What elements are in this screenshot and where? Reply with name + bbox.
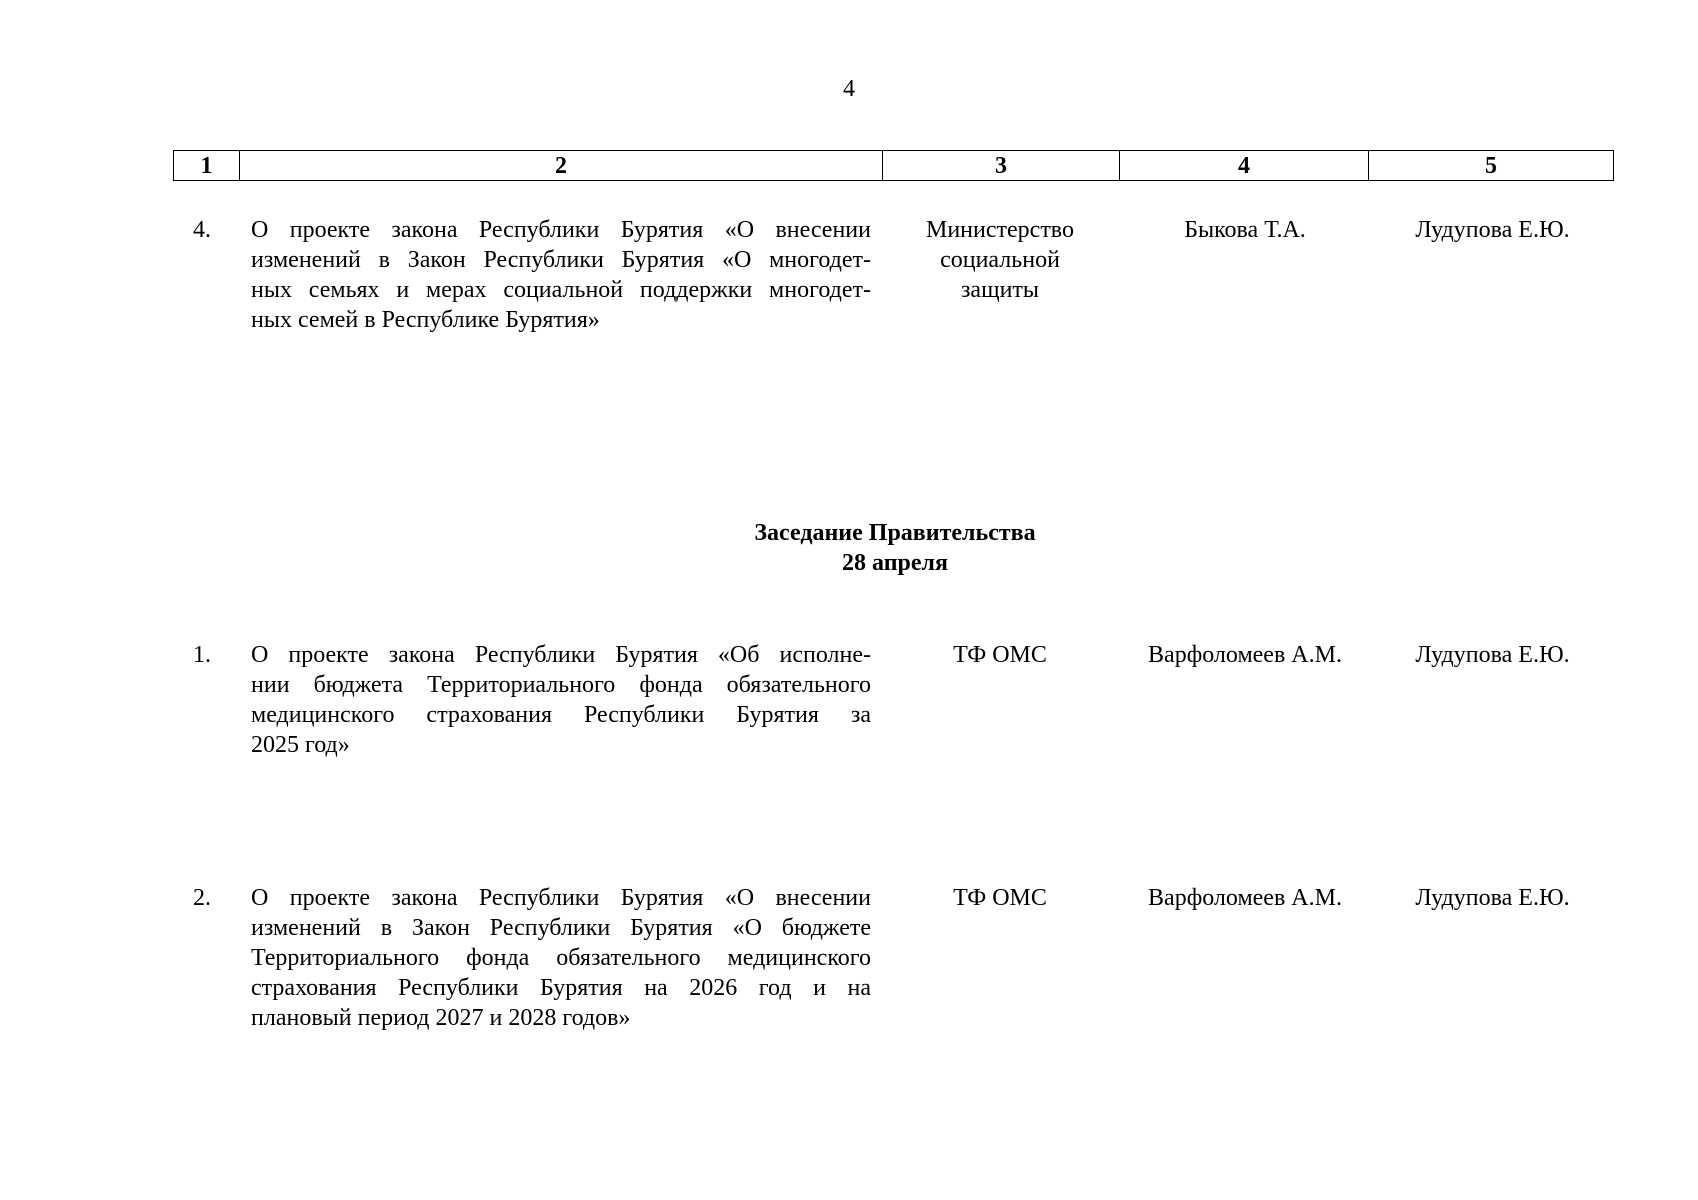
item-title-line: нии бюджета Территориального фонда обязательного <box>251 672 871 698</box>
item-title-line: плановый период 2027 и 2028 годов» <box>251 1005 631 1031</box>
header-cell-2: 2 <box>240 151 883 181</box>
item-title <box>251 215 871 335</box>
section-date: 28 апреля <box>842 550 948 576</box>
item-title-line: 2025 год» <box>251 732 350 758</box>
item-organization-line: Министерство <box>926 217 1074 243</box>
item-organization-line: ТФ ОМС <box>953 885 1047 911</box>
column-number-header <box>173 150 1614 181</box>
item-title <box>251 883 871 1033</box>
item-curator: Лудупова Е.Ю. <box>1415 642 1570 668</box>
item-organization <box>895 215 1105 305</box>
item-title-line: изменений в Закон Республики Бурятия «О бюджете <box>251 915 871 941</box>
item-organization <box>895 883 1105 913</box>
header-cell-5: 5 <box>1369 151 1614 181</box>
item-title-line: Территориального фонда обязательного медицинского <box>251 945 871 971</box>
item-responsible: Варфоломеев А.М. <box>1148 885 1342 911</box>
section-heading <box>0 518 1698 578</box>
header-row <box>174 151 1614 181</box>
item-curator: Лудупова Е.Ю. <box>1415 885 1570 911</box>
header-cell-3: 3 <box>883 151 1120 181</box>
item-title-line: страхования Республики Бурятия на 2026 год и на <box>251 975 871 1001</box>
item-responsible: Быкова Т.А. <box>1184 217 1306 243</box>
item-title-line: О проекте закона Республики Бурятия «Об исполне- <box>251 642 871 668</box>
item-number: 1. <box>193 642 211 668</box>
item-title-line: ных семьях и мерах социальной поддержки многодет- <box>251 277 871 303</box>
item-organization <box>895 640 1105 670</box>
item-number: 2. <box>193 885 211 911</box>
item-title-line: О проекте закона Республики Бурятия «О внесении <box>251 217 871 243</box>
page-number: 4 <box>843 76 855 102</box>
section-title: Заседание Правительства <box>754 520 1036 546</box>
header-cell-4: 4 <box>1120 151 1369 181</box>
item-organization-line: ТФ ОМС <box>953 642 1047 668</box>
item-title-line: О проекте закона Республики Бурятия «О внесении <box>251 885 871 911</box>
item-number: 4. <box>193 217 211 243</box>
item-curator: Лудупова Е.Ю. <box>1415 217 1570 243</box>
item-organization-line: защиты <box>960 277 1040 303</box>
item-title-line: медицинского страхования Республики Бурятия за <box>251 702 871 728</box>
item-title <box>251 640 871 760</box>
item-title-line: изменений в Закон Республики Бурятия «О многодет- <box>251 247 871 273</box>
header-cell-1: 1 <box>174 151 240 181</box>
item-organization-line: социальной <box>940 247 1060 273</box>
item-title-line: ных семей в Республике Бурятия» <box>251 307 600 333</box>
item-responsible: Варфоломеев А.М. <box>1148 642 1342 668</box>
